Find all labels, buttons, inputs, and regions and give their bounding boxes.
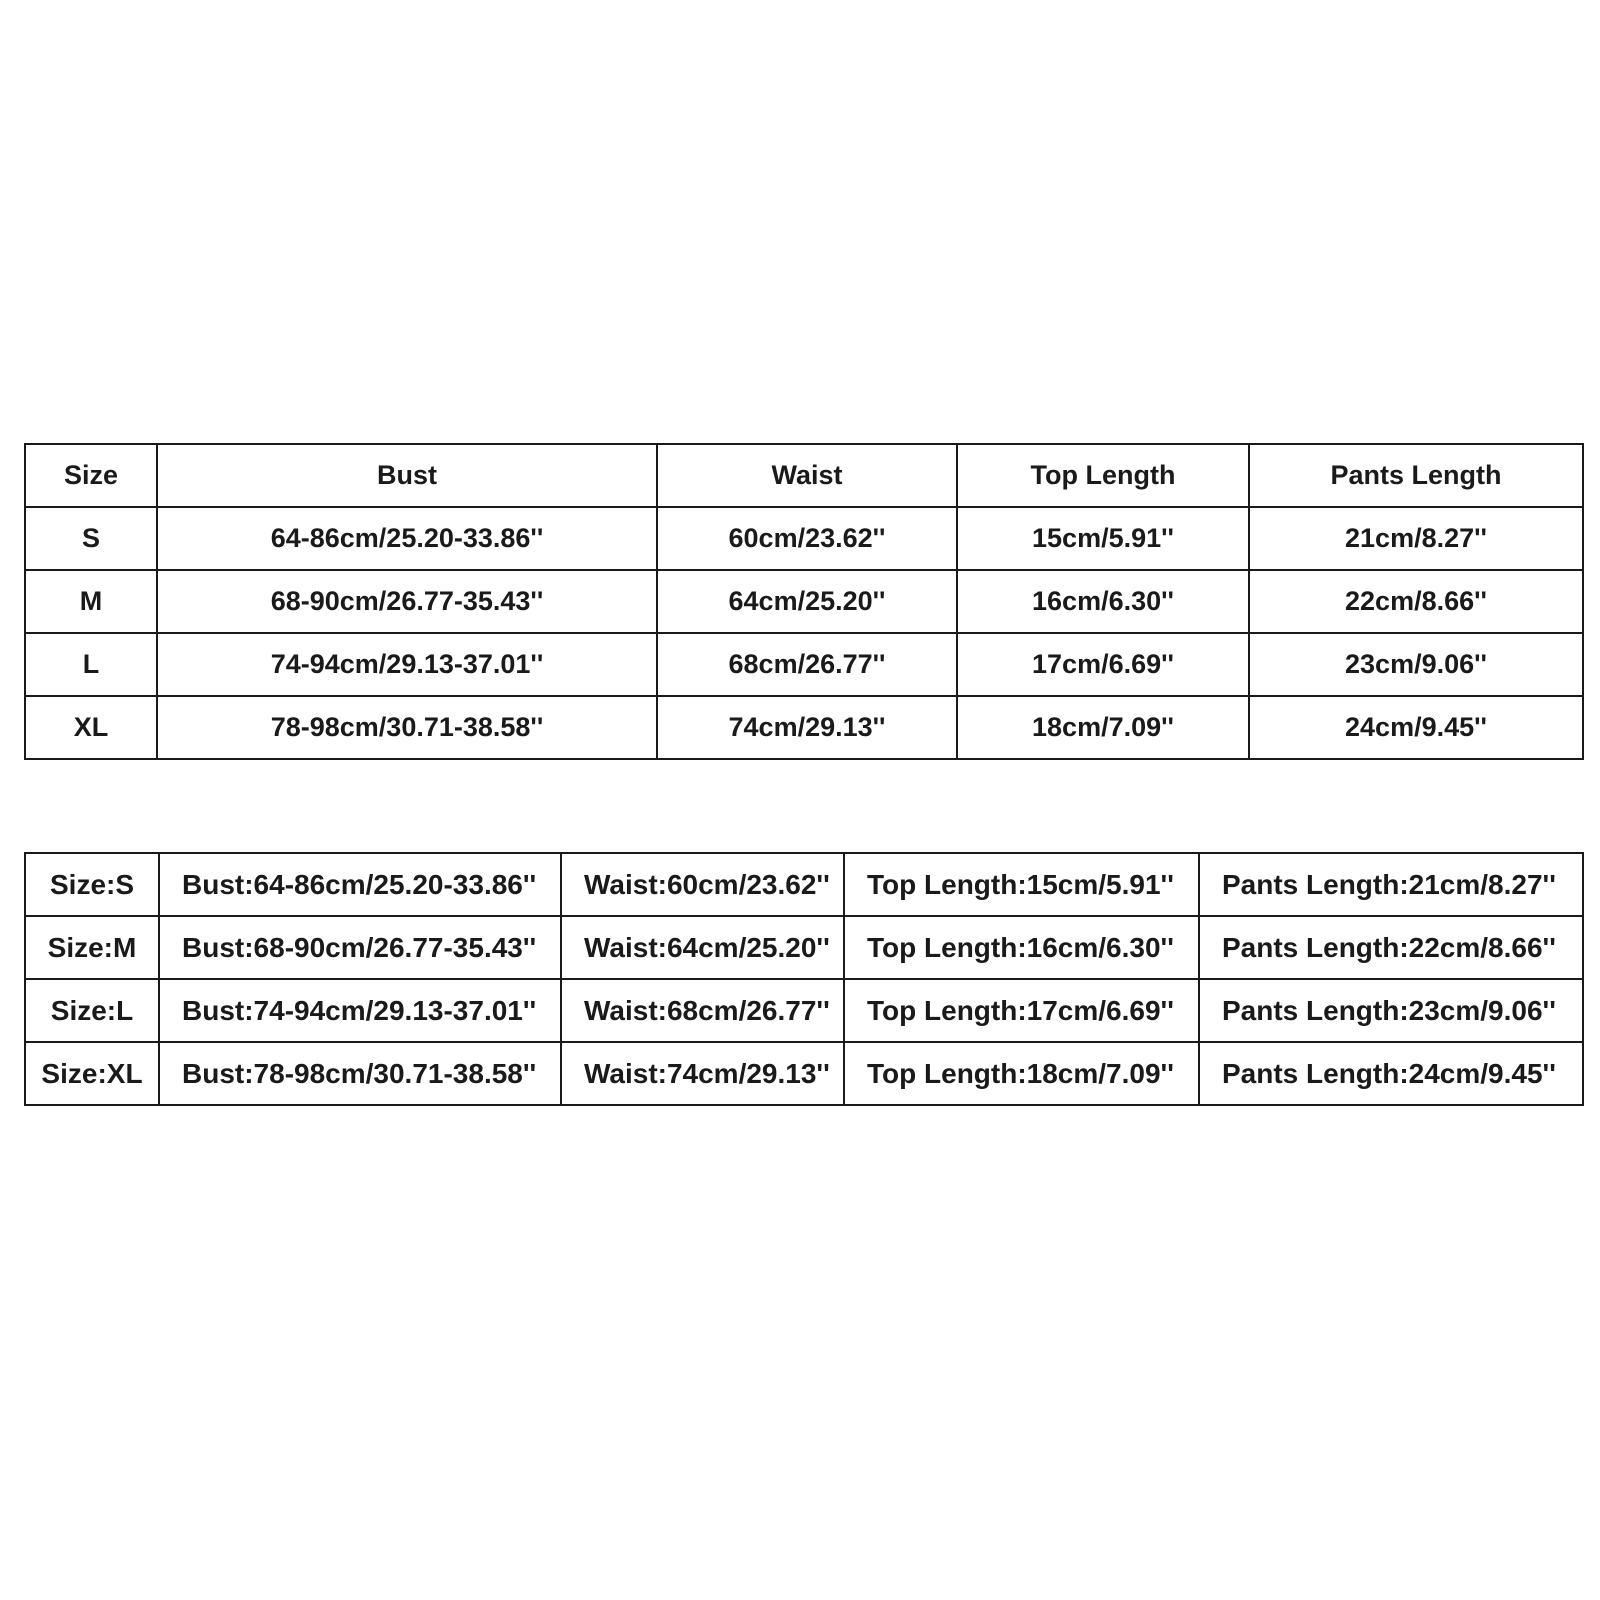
table-row <box>25 633 1583 696</box>
table-row <box>25 853 1583 916</box>
pants-length-cell: 22cm/8.66'' <box>1249 570 1583 633</box>
top-length-cell: 17cm/6.69'' <box>957 633 1249 696</box>
table-row <box>25 696 1583 759</box>
pants-length-cell: Pants Length:22cm/8.66'' <box>1199 916 1583 979</box>
table-row <box>25 1042 1583 1105</box>
top-length-cell: Top Length:16cm/6.30'' <box>844 916 1199 979</box>
bust-cell: Bust:64-86cm/25.20-33.86'' <box>159 853 561 916</box>
table-row <box>25 979 1583 1042</box>
bust-cell: 74-94cm/29.13-37.01'' <box>157 633 657 696</box>
bust-cell: 68-90cm/26.77-35.43'' <box>157 570 657 633</box>
size-cell: Size:L <box>25 979 159 1042</box>
size-cell: XL <box>25 696 157 759</box>
top-length-cell: 15cm/5.91'' <box>957 507 1249 570</box>
bust-cell: Bust:68-90cm/26.77-35.43'' <box>159 916 561 979</box>
top-length-cell: 18cm/7.09'' <box>957 696 1249 759</box>
header-bust: Bust <box>157 444 657 507</box>
top-length-cell: Top Length:15cm/5.91'' <box>844 853 1199 916</box>
pants-length-cell: 24cm/9.45'' <box>1249 696 1583 759</box>
table-row <box>25 507 1583 570</box>
waist-cell: 74cm/29.13'' <box>657 696 957 759</box>
table-row <box>25 916 1583 979</box>
size-chart-compact-table <box>24 852 1584 1106</box>
header-size: Size <box>25 444 157 507</box>
table-row <box>25 570 1583 633</box>
size-cell: L <box>25 633 157 696</box>
pants-length-cell: 23cm/9.06'' <box>1249 633 1583 696</box>
pants-length-cell: Pants Length:21cm/8.27'' <box>1199 853 1583 916</box>
size-cell: Size:S <box>25 853 159 916</box>
pants-length-cell: 21cm/8.27'' <box>1249 507 1583 570</box>
pants-length-cell: Pants Length:24cm/9.45'' <box>1199 1042 1583 1105</box>
bust-cell: Bust:74-94cm/29.13-37.01'' <box>159 979 561 1042</box>
top-length-cell: 16cm/6.30'' <box>957 570 1249 633</box>
table-header-row <box>25 444 1583 507</box>
waist-cell: Waist:68cm/26.77'' <box>561 979 844 1042</box>
bust-cell: Bust:78-98cm/30.71-38.58'' <box>159 1042 561 1105</box>
size-cell: Size:XL <box>25 1042 159 1105</box>
waist-cell: Waist:64cm/25.20'' <box>561 916 844 979</box>
waist-cell: 60cm/23.62'' <box>657 507 957 570</box>
size-cell: Size:M <box>25 916 159 979</box>
header-waist: Waist <box>657 444 957 507</box>
waist-cell: 64cm/25.20'' <box>657 570 957 633</box>
bust-cell: 64-86cm/25.20-33.86'' <box>157 507 657 570</box>
size-cell: S <box>25 507 157 570</box>
waist-cell: Waist:60cm/23.62'' <box>561 853 844 916</box>
pants-length-cell: Pants Length:23cm/9.06'' <box>1199 979 1583 1042</box>
waist-cell: 68cm/26.77'' <box>657 633 957 696</box>
size-cell: M <box>25 570 157 633</box>
size-chart-table <box>24 443 1584 760</box>
waist-cell: Waist:74cm/29.13'' <box>561 1042 844 1105</box>
top-length-cell: Top Length:17cm/6.69'' <box>844 979 1199 1042</box>
top-length-cell: Top Length:18cm/7.09'' <box>844 1042 1199 1105</box>
header-top-length: Top Length <box>957 444 1249 507</box>
bust-cell: 78-98cm/30.71-38.58'' <box>157 696 657 759</box>
header-pants-length: Pants Length <box>1249 444 1583 507</box>
